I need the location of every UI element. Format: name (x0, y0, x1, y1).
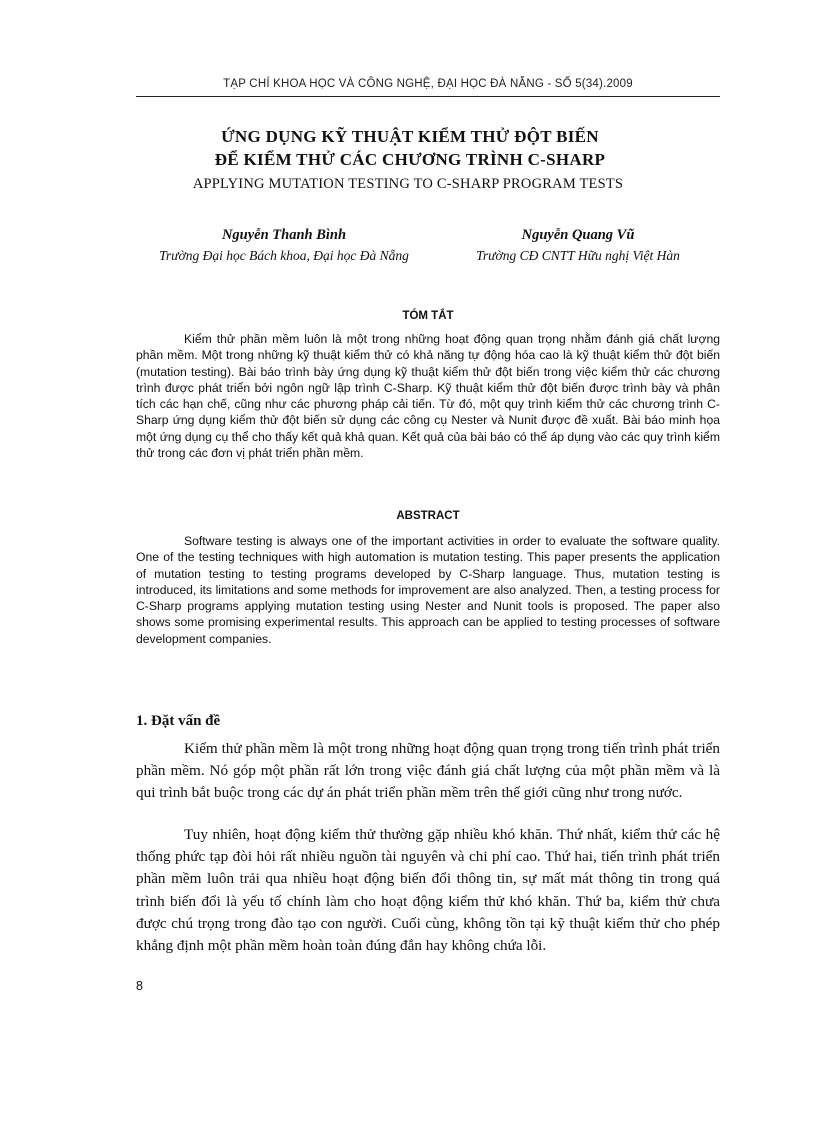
body-paragraph: Tuy nhiên, hoạt động kiểm thử thường gặp nhiều khó khăn. Thứ nhất, kiểm thử các hệ thống phức tạp đòi hỏi rất nhiều nguồn tài nguyên và chi phí cao. Thứ hai, tiến trình phát triển phần mềm luôn trải qua nhiều hoạt động biến đổi thông tin, sự mất mát thông tin trong quá trình biến đổi là yếu tố chính làm cho hoạt động kiểm thử khó khăn. Thứ ba, kiểm thử chưa được chú trọng trong đào tạo con người. Cuối cùng, không tồn tại kỹ thuật kiểm thử cho phép khẳng định một phần mềm hoàn toàn đúng đắn hay không chứa lỗi. (136, 826, 720, 955)
author-name: Nguyễn Quang Vũ (521, 227, 635, 243)
tomtat-heading: TÓM TẮT (402, 310, 454, 322)
abstract-heading: ABSTRACT (396, 510, 460, 522)
author-affiliation: Trường CĐ CNTT Hữu nghị Việt Hàn (476, 248, 680, 263)
title-line-1: ỨNG DỤNG KỸ THUẬT KIỂM THỬ ĐỘT BIẾN (221, 127, 599, 146)
author-affiliation: Trường Đại học Bách khoa, Đại học Đà Nẵng (159, 248, 409, 263)
body-paragraph: Kiểm thử phần mềm là một trong những hoạt động quan trọng trong tiến trình phát triển phần mềm. Nó góp một phần rất lớn trong việc đánh giá chất lượng của một phần mềm và là qui trình bắt buộc trong các dự án phát triển phần mềm trên thế giới cũng như trong nước. (136, 740, 720, 802)
tomtat-body: Kiểm thử phần mềm luôn là một trong những hoạt động quan trọng nhằm đánh giá chất lượng phần mềm. Một trong những kỹ thuật kiểm thử có khả năng tự động hóa cao là kỹ thuật kiểm thử đột biến (mutation testing). Bài báo trình bày ứng dụng kỹ thuật kiểm thử đột biến trong việc kiểm thử các chương trình được phát triển bởi ngôn ngữ lập trình C-Sharp. Kỹ thuật kiểm thử đột biến được trình bày và phân tích các hạn chế, cũng như các phương pháp cải tiến. Từ đó, một quy trình kiểm thử các chương trình C-Sharp ứng dụng kiểm thử đột biến sử dụng các công cụ Nester và Nunit được đề xuất. Bài báo minh họa một ứng dụng cụ thể cho thấy kết quả khả quan. Kết quả của bài báo có thể áp dụng vào các quy trình kiểm thử trong các đơn vị phát triển phần mềm. (136, 332, 720, 461)
abstract-body: Software testing is always one of the important activities in order to evaluate the software quality. One of the testing techniques with high automation is mutation testing. This paper presents the application of mutation testing to testing programs developed by C-Sharp language. Thus, mutation testing is introduced, its limitations and some methods for improvement are also analyzed. Then, a testing process for C-Sharp programs applying mutation testing using Nester and Nunit tools is proposed. The paper also shows some promising experimental results. This approach can be applied to testing processes of software development companies. (136, 534, 720, 646)
author-block (136, 227, 432, 264)
english-title: APPLYING MUTATION TESTING TO C-SHARP PROGRAM TESTS (192, 176, 624, 192)
title-line-2: ĐỂ KIỂM THỬ CÁC CHƯƠNG TRÌNH C-SHARP (214, 150, 606, 169)
header-divider (136, 96, 720, 97)
author-block (452, 227, 704, 264)
author-name: Nguyễn Thanh Bình (221, 227, 347, 243)
section-heading: 1. Đặt vấn đề (136, 713, 221, 729)
journal-header: TẠP CHÍ KHOA HỌC VÀ CÔNG NGHỆ, ĐẠI HỌC ĐÀ NẴNG - SỐ 5(34).2009 (223, 78, 633, 90)
page-number: 8 (136, 979, 143, 993)
